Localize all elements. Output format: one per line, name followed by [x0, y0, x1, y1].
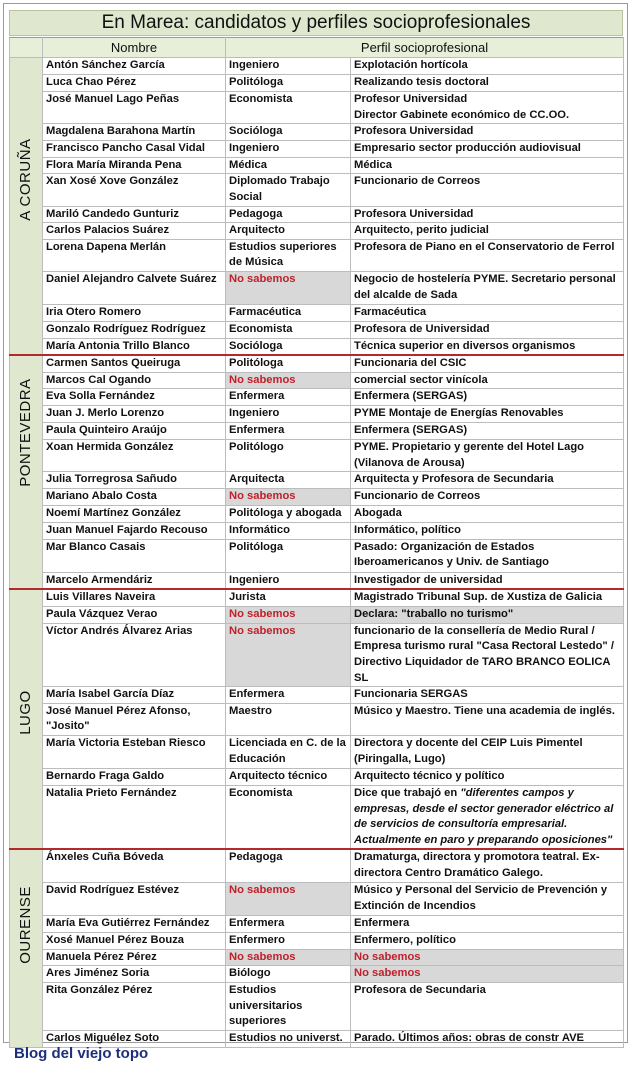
- table-row: [10, 849, 624, 882]
- cell-nombre: María Isabel García Díaz: [43, 687, 226, 704]
- cell-nombre: Carlos Palacios Suárez: [43, 223, 226, 240]
- cell-nombre: Marcelo Armendáriz: [43, 572, 226, 589]
- cell-perfil: Enfermera (SERGAS): [351, 389, 624, 406]
- cell-estudios: Ingeniero: [226, 140, 351, 157]
- cell-estudios: No sabemos: [226, 623, 351, 686]
- cell-estudios: Pedagoga: [226, 206, 351, 223]
- cell-estudios: Médica: [226, 157, 351, 174]
- cell-nombre: María Eva Gutiérrez Fernández: [43, 915, 226, 932]
- province-name: OURENSE: [17, 886, 35, 964]
- cell-nombre: Francisco Pancho Casal Vidal: [43, 140, 226, 157]
- cell-estudios: Economista: [226, 92, 351, 124]
- cell-perfil: Médica: [351, 157, 624, 174]
- perfil-text: Profesor Universidad: [354, 93, 468, 105]
- table-row: [10, 92, 624, 124]
- cell-estudios: No sabemos: [226, 949, 351, 966]
- cell-nombre: Lorena Dapena Merlán: [43, 239, 226, 271]
- table-row: [10, 439, 624, 471]
- province-name: LUGO: [17, 689, 35, 735]
- cell-perfil: Explotación hortícola: [351, 58, 624, 75]
- perfil-text: Dice que trabajó en: [354, 787, 461, 800]
- table-row: [10, 140, 624, 157]
- cell-estudios: Jurista: [226, 589, 351, 606]
- cell-perfil: Técnica superior en diversos organismos: [351, 338, 624, 355]
- cell-perfil: No sabemos: [351, 966, 624, 983]
- table-row: [10, 505, 624, 522]
- cell-perfil: Arquitecto técnico y político: [351, 769, 624, 786]
- cell-nombre: Julia Torregrosa Sañudo: [43, 472, 226, 489]
- cell-estudios: Estudios no universt.: [226, 1031, 351, 1048]
- cell-estudios: Ingeniero: [226, 572, 351, 589]
- cell-nombre: Marcos Cal Ogando: [43, 372, 226, 389]
- cell-perfil: funcionario de la consellería de Medio Rural / Empresa turismo rural "Casa Rectoral Lestedo" / Directivo Liquidador de TARO BRANCO EOLICA SL: [351, 623, 624, 686]
- cell-perfil: Funcionaria del CSIC: [351, 355, 624, 372]
- cell-estudios: Informático: [226, 522, 351, 539]
- cell-nombre: José Manuel Pérez Afonso, "Josito": [43, 703, 226, 735]
- cell-perfil: Músico y Personal del Servicio de Prevención y Extinción de Incendios: [351, 882, 624, 915]
- cell-estudios: No sabemos: [226, 271, 351, 304]
- cell-nombre: María Victoria Esteban Riesco: [43, 736, 226, 769]
- table-body: [10, 58, 624, 1048]
- cell-estudios: Economista: [226, 321, 351, 338]
- cell-nombre: Xoan Hermida González: [43, 439, 226, 471]
- cell-perfil: Pasado: Organización de Estados Iberoamericanos y Univ. de Santiago: [351, 539, 624, 572]
- cell-estudios: Politóloga: [226, 539, 351, 572]
- cell-estudios: Estudios superiores de Música: [226, 239, 351, 271]
- cell-perfil: Profesora de Universidad: [351, 321, 624, 338]
- cell-perfil: comercial sector vinícola: [351, 372, 624, 389]
- cell-estudios: No sabemos: [226, 372, 351, 389]
- page-title: En Marea: candidatos y perfiles socioprofesionales: [9, 10, 623, 36]
- cell-perfil: Abogada: [351, 505, 624, 522]
- cell-estudios: Diplomado Trabajo Social: [226, 174, 351, 206]
- table-row: [10, 174, 624, 206]
- cell-perfil: Dramaturga, directora y promotora teatral. Ex-directora Centro Dramático Galego.: [351, 849, 624, 882]
- cell-perfil: Enfermera (SERGAS): [351, 422, 624, 439]
- table-row: [10, 786, 624, 850]
- cell-perfil: Informático, político: [351, 522, 624, 539]
- cell-perfil: Farmacéutica: [351, 304, 624, 321]
- cell-nombre: Xan Xosé Xove González: [43, 174, 226, 206]
- cell-nombre: Paula Quinteiro Araújo: [43, 422, 226, 439]
- cell-perfil: Realizando tesis doctoral: [351, 75, 624, 92]
- cell-nombre: Ánxeles Cuña Bóveda: [43, 849, 226, 882]
- cell-estudios: Socióloga: [226, 338, 351, 355]
- cell-estudios: Enfermero: [226, 932, 351, 949]
- table-row: [10, 489, 624, 506]
- cell-perfil: Funcionario de Correos: [351, 489, 624, 506]
- cell-perfil: Investigador de universidad: [351, 572, 624, 589]
- cell-perfil: PYME Montaje de Energías Renovables: [351, 406, 624, 423]
- cell-nombre: María Antonia Trillo Blanco: [43, 338, 226, 355]
- table-row: [10, 271, 624, 304]
- cell-nombre: Bernardo Fraga Galdo: [43, 769, 226, 786]
- blog-signature: Blog del viejo topo: [14, 1045, 149, 1062]
- table-row: [10, 321, 624, 338]
- cell-estudios: No sabemos: [226, 882, 351, 915]
- cell-nombre: José Manuel Lago Peñas: [43, 92, 226, 124]
- table-header-row: [10, 38, 624, 58]
- cell-perfil: Funcionario de Correos: [351, 174, 624, 206]
- cell-perfil: Enfermera: [351, 915, 624, 932]
- table-row: [10, 606, 624, 623]
- cell-nombre: Gonzalo Rodríguez Rodríguez: [43, 321, 226, 338]
- table-row: [10, 389, 624, 406]
- table-row: [10, 966, 624, 983]
- cell-perfil: Empresario sector producción audiovisual: [351, 140, 624, 157]
- province-name: PONTEVEDRA: [17, 378, 35, 488]
- cell-nombre: Luis Villares Naveira: [43, 589, 226, 606]
- province-label: [10, 58, 43, 356]
- cell-nombre: Ares Jiménez Soria: [43, 966, 226, 983]
- table-row: [10, 589, 624, 606]
- table-row: [10, 206, 624, 223]
- cell-estudios: Arquitecto técnico: [226, 769, 351, 786]
- cell-estudios: Enfermera: [226, 687, 351, 704]
- cell-estudios: Farmacéutica: [226, 304, 351, 321]
- perfil-text-line2: Director Gabinete económico de CC.OO.: [354, 108, 570, 121]
- cell-perfil: Negocio de hostelería PYME. Secretario personal del alcalde de Sada: [351, 271, 624, 304]
- cell-nombre: Noemí Martínez González: [43, 505, 226, 522]
- cell-estudios: Economista: [226, 786, 351, 850]
- table-row: [10, 915, 624, 932]
- cell-perfil: Declara: "traballo no turismo": [351, 606, 624, 623]
- cell-nombre: Natalia Prieto Fernández: [43, 786, 226, 850]
- province-label: [10, 355, 43, 589]
- header-province: [10, 38, 43, 58]
- cell-estudios: Politóloga: [226, 75, 351, 92]
- perfil-quote: "diferentes campos y empresas, desde el sector generador eléctrico al de servicios de consultoría empresarial. Actualmente en paro y preparando oposiciones": [354, 787, 614, 846]
- cell-estudios: Socióloga: [226, 124, 351, 141]
- cell-perfil: Funcionaria SERGAS: [351, 687, 624, 704]
- cell-nombre: Juan J. Merlo Lorenzo: [43, 406, 226, 423]
- header-perfil: Perfil socioprofesional: [226, 38, 624, 58]
- cell-nombre: Carmen Santos Queiruga: [43, 355, 226, 372]
- province-label: [10, 589, 43, 849]
- cell-nombre: Rita González Pérez: [43, 983, 226, 1031]
- table-row: [10, 157, 624, 174]
- cell-estudios: Politólogo: [226, 439, 351, 471]
- table-row: [10, 539, 624, 572]
- cell-perfil: Magistrado Tribunal Sup. de Xustiza de Galicia: [351, 589, 624, 606]
- cell-perfil: Directora y docente del CEIP Luis Pimentel (Piringalla, Lugo): [351, 736, 624, 769]
- cell-estudios: Enfermera: [226, 915, 351, 932]
- cell-nombre: Víctor Andrés Álvarez Arias: [43, 623, 226, 686]
- cell-estudios: Biólogo: [226, 966, 351, 983]
- cell-nombre: Iria Otero Romero: [43, 304, 226, 321]
- cell-perfil: Parado. Últimos años: obras de constr AVE: [351, 1031, 624, 1048]
- cell-estudios: Licenciada en C. de la Educación: [226, 736, 351, 769]
- table-row: [10, 372, 624, 389]
- table-row: [10, 239, 624, 271]
- table-row: [10, 687, 624, 704]
- province-label: [10, 849, 43, 1047]
- table-row: [10, 932, 624, 949]
- cell-estudios: Estudios universitarios superiores: [226, 983, 351, 1031]
- table-row: [10, 769, 624, 786]
- table-row: [10, 223, 624, 240]
- cell-perfil: [351, 92, 624, 124]
- cell-estudios: Ingeniero: [226, 406, 351, 423]
- table-row: [10, 124, 624, 141]
- cell-estudios: Politóloga y abogada: [226, 505, 351, 522]
- cell-estudios: Enfermera: [226, 422, 351, 439]
- table-row: [10, 522, 624, 539]
- cell-perfil: Arquitecta y Profesora de Secundaria: [351, 472, 624, 489]
- table-row: [10, 472, 624, 489]
- cell-perfil: Músico y Maestro. Tiene una academia de inglés.: [351, 703, 624, 735]
- table-row: [10, 882, 624, 915]
- table-row: [10, 338, 624, 355]
- cell-nombre: Manuela Pérez Pérez: [43, 949, 226, 966]
- cell-nombre: Magdalena Barahona Martín: [43, 124, 226, 141]
- candidates-table: [9, 37, 624, 1048]
- cell-estudios: Arquitecto: [226, 223, 351, 240]
- table-row: [10, 406, 624, 423]
- table-row: [10, 75, 624, 92]
- header-nombre: Nombre: [43, 38, 226, 58]
- cell-estudios: Arquitecta: [226, 472, 351, 489]
- table-row: [10, 703, 624, 735]
- table-row: [10, 304, 624, 321]
- cell-nombre: Paula Vázquez Verao: [43, 606, 226, 623]
- cell-estudios: Pedagoga: [226, 849, 351, 882]
- cell-estudios: Politóloga: [226, 355, 351, 372]
- cell-nombre: Eva Solla Fernández: [43, 389, 226, 406]
- table-row: [10, 58, 624, 75]
- cell-nombre: David Rodríguez Estévez: [43, 882, 226, 915]
- cell-nombre: Mar Blanco Casais: [43, 539, 226, 572]
- cell-nombre: Flora María Miranda Pena: [43, 157, 226, 174]
- cell-perfil: Profesora Universidad: [351, 206, 624, 223]
- cell-perfil: PYME. Propietario y gerente del Hotel Lago (Vilanova de Arousa): [351, 439, 624, 471]
- cell-perfil: Enfermero, político: [351, 932, 624, 949]
- cell-perfil: Arquitecto, perito judicial: [351, 223, 624, 240]
- province-name: A CORUÑA: [17, 138, 35, 222]
- table-row: [10, 949, 624, 966]
- cell-perfil: Profesora de Piano en el Conservatorio de Ferrol: [351, 239, 624, 271]
- cell-perfil: Profesora de Secundaria: [351, 983, 624, 1031]
- cell-nombre: Luca Chao Pérez: [43, 75, 226, 92]
- table-row: [10, 422, 624, 439]
- cell-estudios: Ingeniero: [226, 58, 351, 75]
- cell-estudios: No sabemos: [226, 489, 351, 506]
- cell-estudios: Maestro: [226, 703, 351, 735]
- cell-perfil: Profesora Universidad: [351, 124, 624, 141]
- cell-nombre: Mariano Abalo Costa: [43, 489, 226, 506]
- cell-perfil: [351, 786, 624, 850]
- cell-nombre: Antón Sánchez García: [43, 58, 226, 75]
- table-row: [10, 983, 624, 1031]
- cell-estudios: Enfermera: [226, 389, 351, 406]
- cell-perfil: No sabemos: [351, 949, 624, 966]
- cell-nombre: Daniel Alejandro Calvete Suárez: [43, 271, 226, 304]
- cell-nombre: Xosé Manuel Pérez Bouza: [43, 932, 226, 949]
- cell-nombre: Carlos Miguélez Soto: [43, 1031, 226, 1048]
- table-row: [10, 736, 624, 769]
- cell-nombre: Juan Manuel Fajardo Recouso: [43, 522, 226, 539]
- table-row: [10, 572, 624, 589]
- table-row: [10, 355, 624, 372]
- table-row: [10, 623, 624, 686]
- cell-estudios: No sabemos: [226, 606, 351, 623]
- cell-nombre: Mariló Candedo Gunturiz: [43, 206, 226, 223]
